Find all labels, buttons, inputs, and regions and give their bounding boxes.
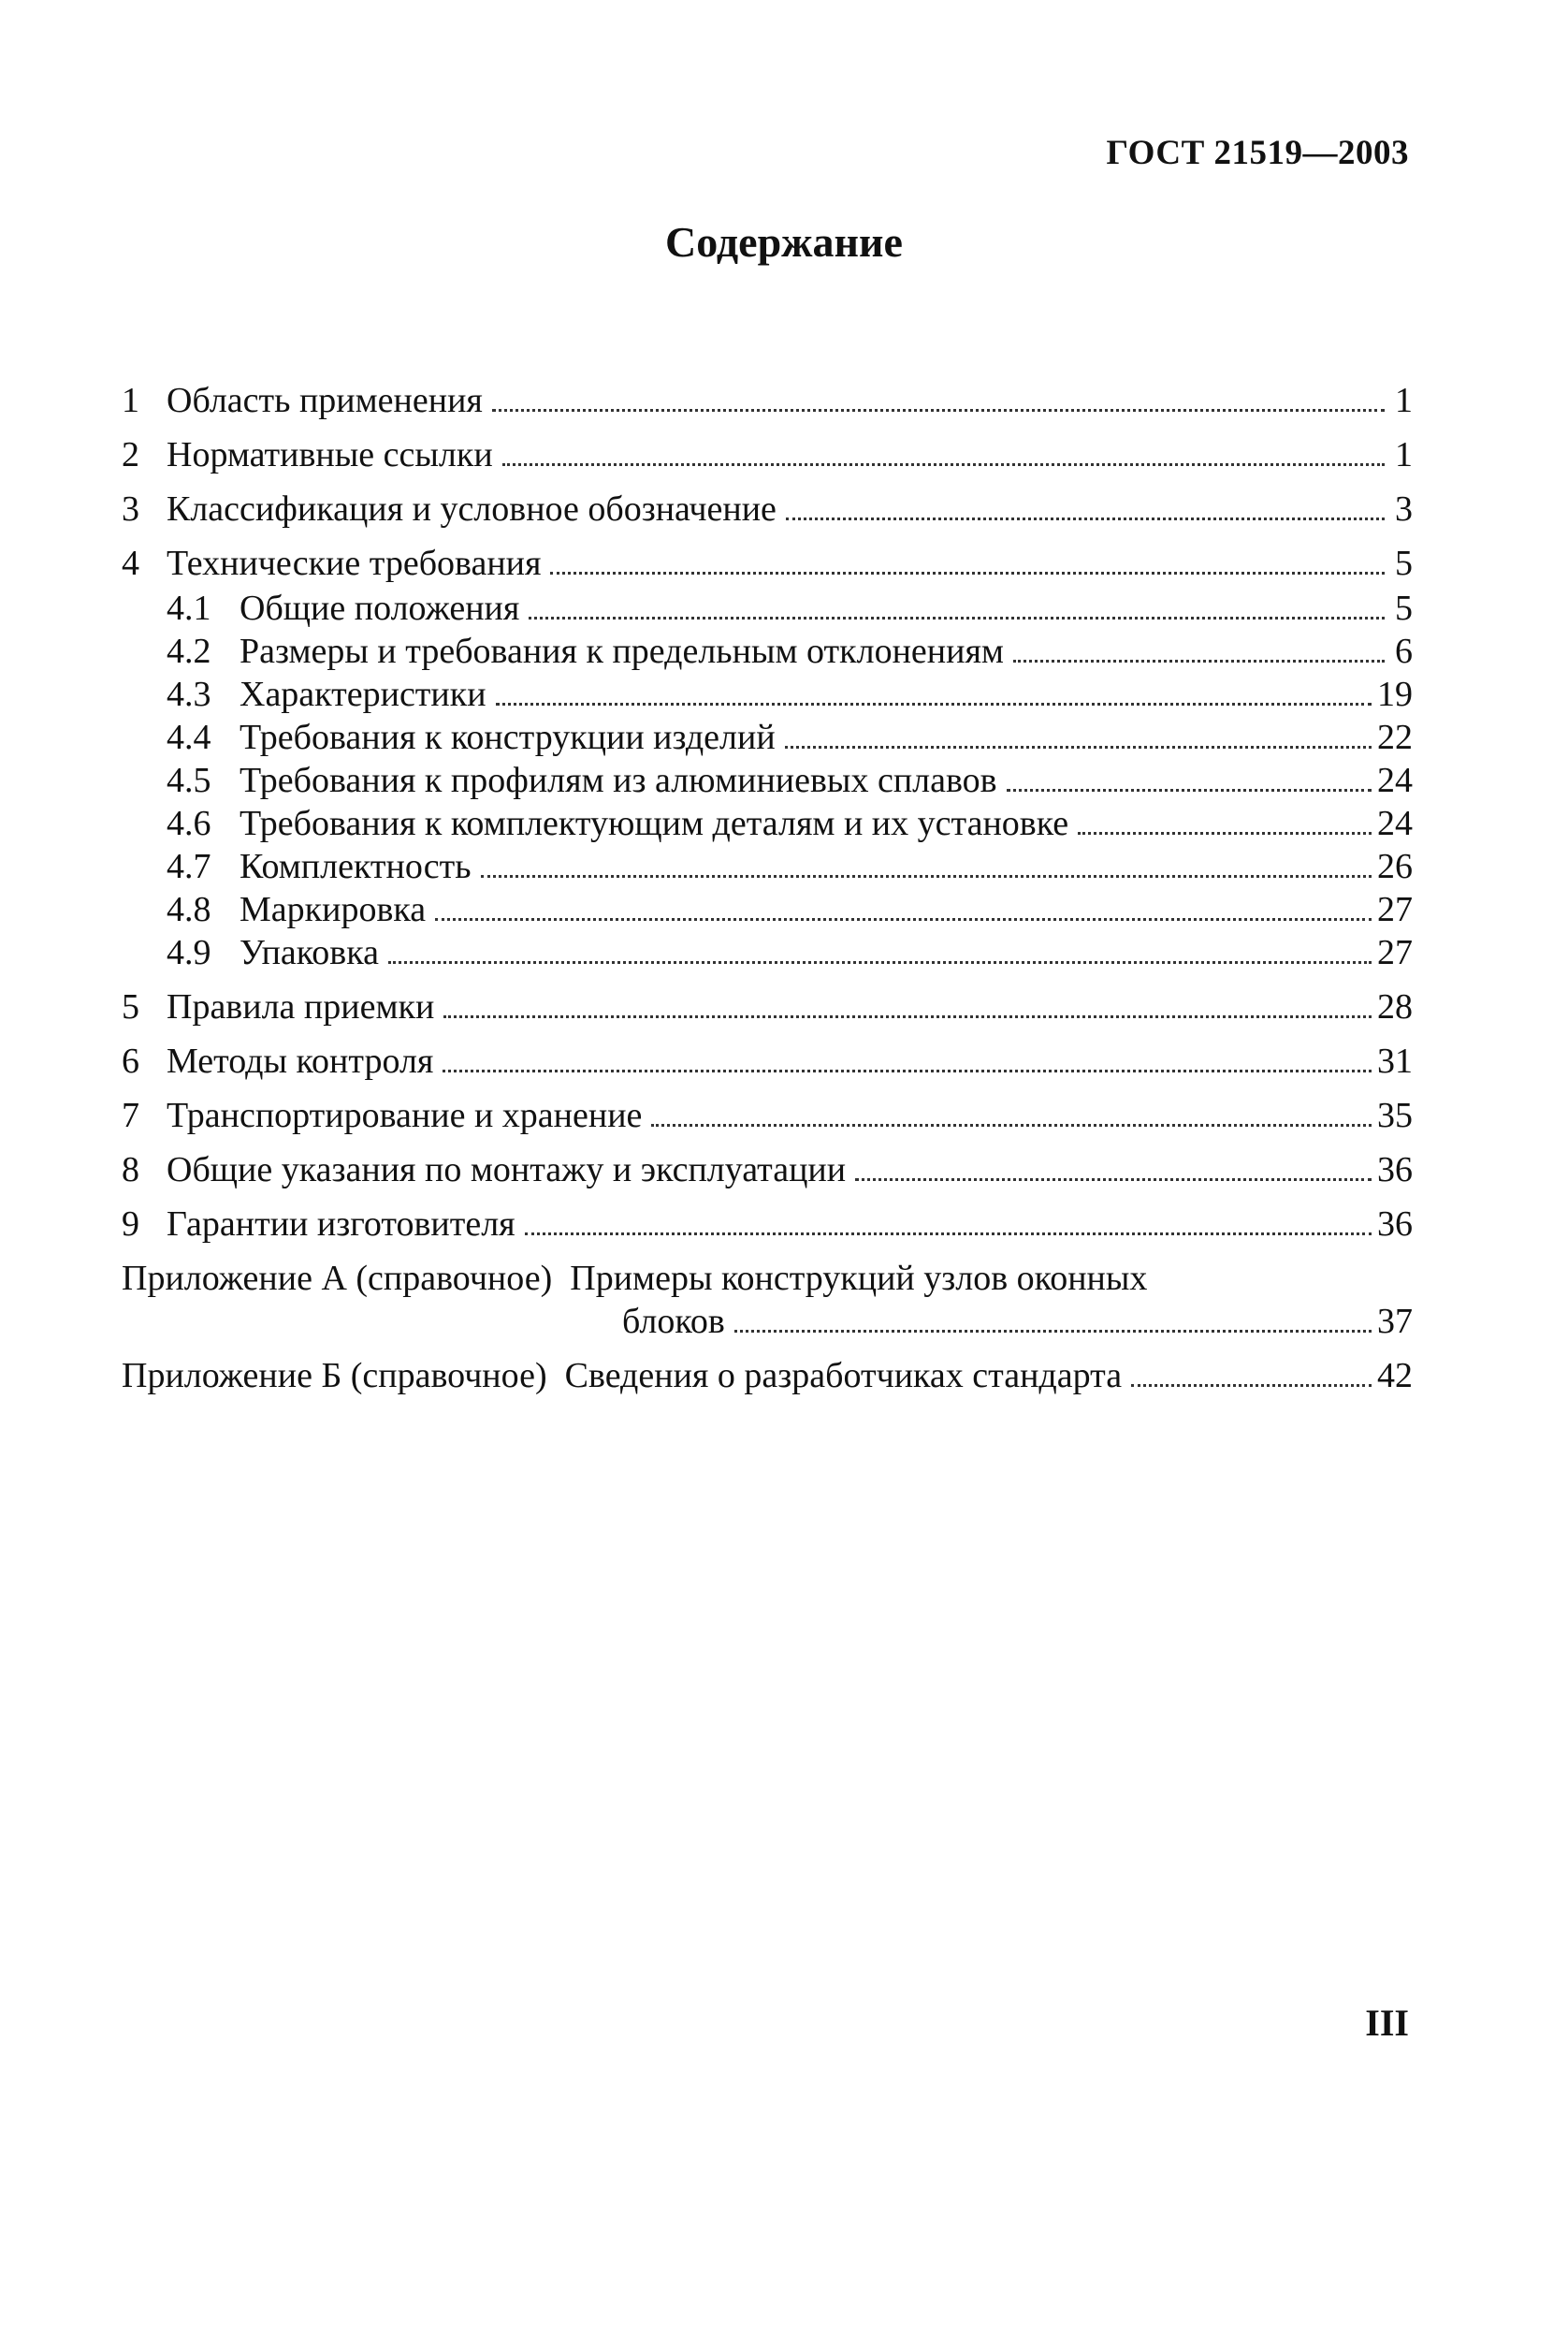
toc-title: Правила приемки [167, 987, 435, 1027]
toc-title: Характеристики [240, 675, 486, 714]
toc-number: 9 [122, 1204, 139, 1244]
toc-title: Комплектность [240, 847, 472, 886]
toc-entry-appendix-b[interactable] [122, 1354, 1413, 1397]
toc-page: 22 [1377, 718, 1413, 757]
dot-leader [481, 875, 1372, 878]
dot-leader [435, 918, 1372, 921]
toc-page: 36 [1377, 1204, 1413, 1244]
toc-page: 35 [1377, 1096, 1413, 1135]
toc-number: 8 [122, 1150, 139, 1189]
dot-leader [855, 1178, 1372, 1181]
toc-entry-6[interactable] [122, 1040, 1413, 1083]
toc-entry-8[interactable] [122, 1148, 1413, 1191]
toc-number: 2 [122, 435, 139, 474]
toc-number: 4.7 [167, 847, 211, 886]
toc-page: 24 [1377, 761, 1413, 800]
toc-number: 4 [122, 544, 139, 583]
toc-number: 5 [122, 987, 139, 1027]
toc-number: 4.2 [167, 632, 211, 671]
toc-entry-4-4[interactable] [122, 716, 1413, 759]
toc-page: 3 [1395, 489, 1413, 529]
dot-leader [786, 518, 1385, 520]
dot-leader [529, 617, 1385, 620]
toc-entry-3[interactable] [122, 488, 1413, 531]
dot-leader [734, 1330, 1372, 1333]
toc-entry-4-6[interactable] [122, 802, 1413, 845]
toc-title: Область применения [167, 381, 483, 420]
appendix-b-title: Приложение Б (справочное) Сведения о разработчиках стандарта [122, 1356, 1123, 1395]
toc-title: Упаковка [240, 933, 379, 972]
toc-page: 26 [1377, 847, 1413, 886]
toc-page: 28 [1377, 987, 1413, 1027]
toc-number: 6 [122, 1042, 139, 1081]
page-number: III [1365, 2002, 1409, 2044]
dot-leader [1131, 1384, 1372, 1387]
toc-page: 36 [1377, 1150, 1413, 1189]
toc-entry-4-2[interactable] [122, 630, 1413, 673]
page-title: Содержание [665, 218, 903, 266]
toc-page: 27 [1377, 933, 1413, 972]
toc-title: Технические требования [167, 544, 542, 583]
toc-title: Гарантии изготовителя [167, 1204, 515, 1244]
toc-page: 5 [1395, 544, 1413, 583]
toc-title: Требования к конструкции изделий [240, 718, 776, 757]
toc-title: Методы контроля [167, 1042, 434, 1081]
toc-entry-4-7[interactable] [122, 845, 1413, 888]
dot-leader [492, 409, 1385, 412]
dot-leader [502, 463, 1385, 466]
toc-title: Общие указания по монтажу и эксплуатации [167, 1150, 847, 1189]
toc-page: 1 [1395, 435, 1413, 474]
toc-number: 4.4 [167, 718, 211, 757]
dot-leader [525, 1232, 1372, 1235]
toc-entry-4-9[interactable] [122, 931, 1413, 974]
dot-leader [496, 703, 1372, 706]
toc-number: 4.8 [167, 890, 211, 929]
toc-number: 4.5 [167, 761, 211, 800]
toc-page: 42 [1377, 1356, 1413, 1395]
toc-number: 7 [122, 1096, 139, 1135]
dot-leader [443, 1015, 1372, 1018]
toc-entry-1[interactable] [122, 379, 1413, 422]
appendix-a-title-continued: блоков [622, 1302, 725, 1341]
toc-page: 19 [1377, 675, 1413, 714]
toc-page: 1 [1395, 381, 1413, 420]
toc-entry-5[interactable] [122, 985, 1413, 1028]
dot-leader [1013, 660, 1385, 663]
dot-leader [443, 1070, 1372, 1072]
toc-page: 37 [1377, 1302, 1413, 1341]
toc-entry-4-8[interactable] [122, 888, 1413, 931]
toc-entry-4[interactable] [122, 542, 1413, 585]
toc-title: Размеры и требования к предельным отклонениям [240, 632, 1004, 671]
toc-title: Общие положения [240, 589, 520, 628]
toc-title: Требования к комплектующим деталям и их установке [240, 804, 1069, 843]
dot-leader [388, 961, 1372, 964]
document-code: ГОСТ 21519—2003 [1106, 134, 1409, 172]
toc-entry-4-3[interactable] [122, 673, 1413, 716]
toc-number: 3 [122, 489, 139, 529]
toc-number: 4.9 [167, 933, 211, 972]
toc-page: 31 [1377, 1042, 1413, 1081]
dot-leader [785, 746, 1372, 749]
dot-leader [1007, 789, 1372, 792]
toc-title: Маркировка [240, 890, 427, 929]
toc-title: Требования к профилям из алюминиевых сплавов [240, 761, 997, 800]
appendix-a-title: Приложение А (справочное) Примеры конструкций узлов оконных [122, 1259, 1148, 1298]
toc-entry-9[interactable] [122, 1203, 1413, 1246]
toc-entry-2[interactable] [122, 433, 1413, 476]
toc-number: 1 [122, 381, 139, 420]
toc-page: 6 [1395, 632, 1413, 671]
dot-leader [1078, 832, 1372, 835]
toc-number: 4.3 [167, 675, 211, 714]
toc-page: 5 [1395, 589, 1413, 628]
toc-page: 24 [1377, 804, 1413, 843]
dot-leader [651, 1124, 1372, 1127]
toc-number: 4.1 [167, 589, 211, 628]
toc-entry-4-1[interactable] [122, 587, 1413, 630]
dot-leader [550, 572, 1385, 575]
toc-title: Классификация и условное обозначение [167, 489, 777, 529]
toc-title: Транспортирование и хранение [167, 1096, 643, 1135]
toc-entry-4-5[interactable] [122, 759, 1413, 802]
toc-entry-7[interactable] [122, 1094, 1413, 1137]
toc-number: 4.6 [167, 804, 211, 843]
toc-title: Нормативные ссылки [167, 435, 493, 474]
toc-entry-appendix-a[interactable] [122, 1257, 1413, 1343]
toc-page: 27 [1377, 890, 1413, 929]
table-of-contents [122, 379, 1413, 1408]
